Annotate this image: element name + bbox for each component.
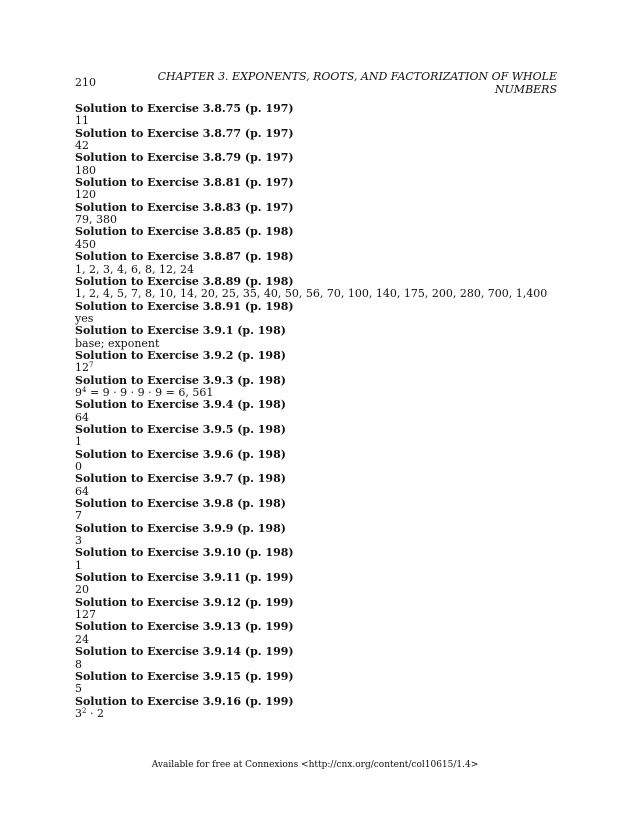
solution-heading: Solution to Exercise 3.9.9 (p. 198) — [75, 521, 286, 535]
solution-heading: Solution to Exercise 3.8.83 (p. 197) — [75, 200, 294, 214]
solution-answer: 1, 2, 4, 5, 7, 8, 10, 14, 20, 25, 35, 40, 50, 56, 70, 100, 140, 175, 200, 280, 700, 1,400 — [75, 287, 548, 301]
solution-answer: 0 — [75, 460, 82, 474]
solution-heading: Solution to Exercise 3.8.75 (p. 197) — [75, 102, 294, 115]
solution-heading: Solution to Exercise 3.8.87 (p. 198) — [75, 250, 294, 264]
solution-answer: 20 — [75, 583, 89, 597]
solution-answer: 11 — [75, 114, 89, 128]
solution-answer: 1, 2, 3, 4, 6, 8, 12, 24 — [75, 262, 194, 276]
page-number: 210 — [75, 76, 96, 89]
answer-exponent: 2 — [82, 706, 87, 715]
solution-answer: 5 — [75, 682, 82, 696]
solution-answer: 79, 380 — [75, 213, 117, 227]
solution-answer: 120 — [75, 188, 96, 202]
solution-answer: 24 — [75, 632, 89, 646]
answer-base: 9 — [75, 385, 82, 399]
solution-answer: yes — [75, 311, 94, 325]
solution-heading: Solution to Exercise 3.9.8 (p. 198) — [75, 497, 286, 510]
solution-answer: 7 — [75, 509, 82, 523]
solution-heading: Solution to Exercise 3.8.81 (p. 197) — [75, 176, 294, 190]
solution-answer: 64 — [75, 410, 89, 424]
chapter-header-line1: CHAPTER 3. EXPONENTS, ROOTS, AND FACTORIZATION OF WHOLE — [157, 70, 557, 83]
chapter-header — [127, 70, 557, 96]
chapter-header-line2: NUMBERS — [494, 83, 557, 96]
answer-base: 3 — [75, 706, 82, 720]
solution-answer: 8 — [75, 657, 82, 671]
solutions-list — [75, 103, 565, 720]
solution-heading: Solution to Exercise 3.9.4 (p. 198) — [75, 398, 286, 412]
solution-heading: Solution to Exercise 3.9.5 (p. 198) — [75, 422, 286, 436]
solution-heading: Solution to Exercise 3.9.1 (p. 198) — [75, 324, 286, 338]
solution-answer: 3 — [75, 534, 82, 548]
solution-heading: Solution to Exercise 3.8.79 (p. 197) — [75, 151, 294, 165]
solution-answer: 64 — [75, 484, 89, 498]
answer-base: 12 — [75, 361, 89, 375]
solution-heading: Solution to Exercise 3.9.13 (p. 199) — [75, 620, 294, 634]
solution-heading: Solution to Exercise 3.9.6 (p. 198) — [75, 447, 286, 461]
solution-answer — [75, 362, 565, 374]
solution-heading: Solution to Exercise 3.8.89 (p. 198) — [75, 274, 294, 288]
answer-exponent: 4 — [82, 385, 87, 394]
solution-answer: 450 — [75, 237, 96, 251]
solution-heading: Solution to Exercise 3.9.10 (p. 198) — [75, 546, 294, 560]
solution-answer: 127 — [75, 608, 96, 622]
solution-answer: 1 — [75, 435, 82, 449]
solution-heading: Solution to Exercise 3.9.14 (p. 199) — [75, 645, 294, 659]
solution-heading: Solution to Exercise 3.9.16 (p. 199) — [75, 694, 294, 708]
solution-heading: Solution to Exercise 3.9.7 (p. 198) — [75, 472, 286, 486]
solution-answer: base; exponent — [75, 336, 160, 350]
solution-heading: Solution to Exercise 3.9.15 (p. 199) — [75, 669, 294, 683]
solution-heading: Solution to Exercise 3.8.85 (p. 198) — [75, 225, 294, 239]
solution-heading: Solution to Exercise 3.9.11 (p. 199) — [75, 571, 294, 585]
answer-rest: · 2 — [86, 706, 104, 720]
solution-heading: Solution to Exercise 3.9.12 (p. 199) — [75, 595, 294, 609]
solution-heading: Solution to Exercise 3.8.91 (p. 198) — [75, 299, 294, 313]
solution-answer: 1 — [75, 558, 82, 572]
page-footer: Available for free at Connexions <http://cnx.org/content/col10615/1.4> — [151, 760, 479, 770]
solution-heading: Solution to Exercise 3.8.77 (p. 197) — [75, 126, 294, 140]
answer-exponent: 7 — [89, 361, 94, 370]
solution-answer — [75, 708, 565, 720]
solution-answer: 180 — [75, 163, 96, 177]
solution-answer: 42 — [75, 139, 89, 153]
answer-rest: = 9 · 9 · 9 · 9 = 6, 561 — [86, 385, 214, 399]
solution-heading: Solution to Exercise 3.9.2 (p. 198) — [75, 348, 286, 362]
solution-heading: Solution to Exercise 3.9.3 (p. 198) — [75, 373, 286, 387]
